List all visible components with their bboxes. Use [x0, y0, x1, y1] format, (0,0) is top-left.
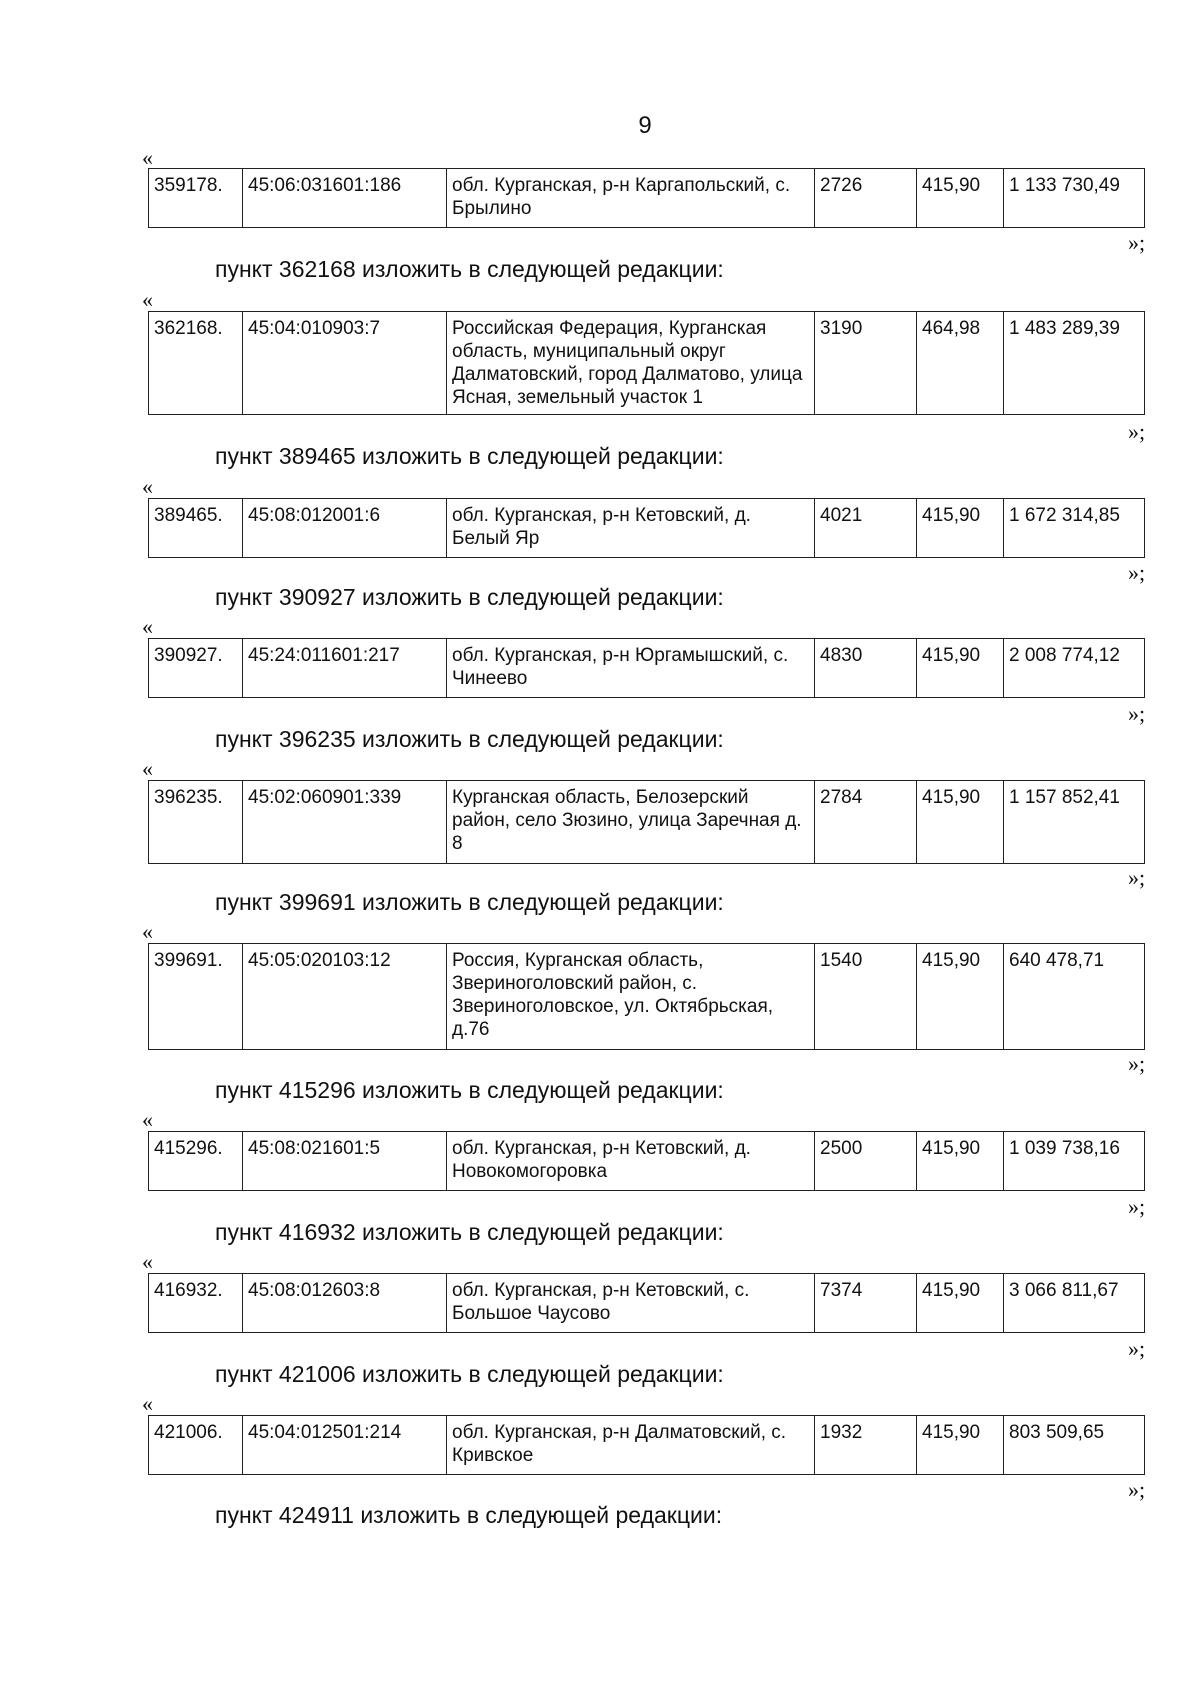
- entry-table: [148, 1131, 1145, 1191]
- rate: 415,90: [917, 499, 1004, 558]
- cadastral-number: 45:06:031601:186: [243, 169, 447, 228]
- closing-quote: »;: [1128, 865, 1146, 890]
- entry-number: 362168.: [149, 312, 243, 415]
- area: 4830: [815, 639, 917, 698]
- address: обл. Курганская, р-н Кетовский, д. Новокомогоровка: [447, 1132, 815, 1191]
- opening-quote: «: [142, 919, 153, 944]
- cadastral-value: 1 133 730,49: [1004, 169, 1145, 228]
- cadastral-number: 45:04:012501:214: [243, 1416, 447, 1475]
- opening-quote: «: [142, 474, 153, 499]
- area: 7374: [815, 1274, 917, 1333]
- closing-quote: »;: [1128, 1336, 1146, 1361]
- address: Россия, Курганская область, Звериноголовский район, с. Звериноголовское, ул. Октябрьская, д.76: [447, 944, 815, 1050]
- table-row: [149, 169, 1145, 228]
- opening-quote: «: [142, 614, 153, 639]
- table-row: [149, 944, 1145, 1050]
- cadastral-value: 1 483 289,39: [1004, 312, 1145, 415]
- address: обл. Курганская, р-н Каргапольский, с. Брылино: [447, 169, 815, 228]
- entry-table: [148, 1415, 1145, 1475]
- rate: 464,98: [917, 312, 1004, 415]
- cadastral-number: 45:05:020103:12: [243, 944, 447, 1050]
- instruction-text: пункт 396235 изложить в следующей редакции:: [215, 726, 724, 752]
- area: 1540: [815, 944, 917, 1050]
- area: 3190: [815, 312, 917, 415]
- entry-number: 399691.: [149, 944, 243, 1050]
- entry-table: [148, 1273, 1145, 1333]
- cadastral-number: 45:08:012603:8: [243, 1274, 447, 1333]
- rate: 415,90: [917, 639, 1004, 698]
- entry-table: [148, 638, 1145, 698]
- address: обл. Курганская, р-н Кетовский, с. Большое Чаусово: [447, 1274, 815, 1333]
- cadastral-number: 45:02:060901:339: [243, 781, 447, 864]
- closing-quote: »;: [1128, 230, 1146, 255]
- table-row: [149, 781, 1145, 864]
- opening-quote: «: [142, 1249, 153, 1274]
- entry-table: [148, 311, 1145, 415]
- entry-table: [148, 168, 1145, 228]
- address: Российская Федерация, Курганская область, муниципальный округ Далматовский, город Далматово, улица Ясная, земельный участок 1: [447, 312, 815, 415]
- closing-quote: »;: [1128, 419, 1146, 444]
- address: обл. Курганская, р-н Юргамышский, с. Чинеево: [447, 639, 815, 698]
- rate: 415,90: [917, 1132, 1004, 1191]
- entry-number: 389465.: [149, 499, 243, 558]
- rate: 415,90: [917, 169, 1004, 228]
- cadastral-value: 3 066 811,67: [1004, 1274, 1145, 1333]
- rate: 415,90: [917, 944, 1004, 1050]
- address: обл. Курганская, р-н Далматовский, с. Кривское: [447, 1416, 815, 1475]
- cadastral-number: 45:08:021601:5: [243, 1132, 447, 1191]
- area: 2784: [815, 781, 917, 864]
- closing-quote: »;: [1128, 1051, 1146, 1076]
- entry-table: [148, 943, 1145, 1050]
- cadastral-value: 803 509,65: [1004, 1416, 1145, 1475]
- instruction-text: пункт 416932 изложить в следующей редакции:: [215, 1219, 724, 1245]
- closing-quote: »;: [1128, 1477, 1146, 1502]
- area: 2726: [815, 169, 917, 228]
- closing-quote: »;: [1128, 560, 1146, 585]
- table-row: [149, 1416, 1145, 1475]
- cadastral-number: 45:08:012001:6: [243, 499, 447, 558]
- page-number: 9: [638, 112, 652, 139]
- area: 2500: [815, 1132, 917, 1191]
- instruction-text: пункт 415296 изложить в следующей редакции:: [215, 1077, 724, 1103]
- cadastral-value: 1 672 314,85: [1004, 499, 1145, 558]
- area: 4021: [815, 499, 917, 558]
- opening-quote: «: [142, 756, 153, 781]
- table-row: [149, 312, 1145, 415]
- cadastral-number: 45:04:010903:7: [243, 312, 447, 415]
- entry-number: 421006.: [149, 1416, 243, 1475]
- entry-number: 416932.: [149, 1274, 243, 1333]
- opening-quote: «: [142, 287, 153, 312]
- entry-table: [148, 780, 1145, 864]
- rate: 415,90: [917, 1274, 1004, 1333]
- closing-quote: »;: [1128, 1194, 1146, 1219]
- rate: 415,90: [917, 1416, 1004, 1475]
- entry-number: 396235.: [149, 781, 243, 864]
- instruction-text: пункт 389465 изложить в следующей редакции:: [215, 443, 724, 469]
- table-row: [149, 499, 1145, 558]
- opening-quote: «: [142, 1391, 153, 1416]
- cadastral-value: 2 008 774,12: [1004, 639, 1145, 698]
- instruction-text: пункт 362168 изложить в следующей редакции:: [215, 256, 724, 282]
- cadastral-number: 45:24:011601:217: [243, 639, 447, 698]
- entry-number: 359178.: [149, 169, 243, 228]
- instruction-text: пункт 390927 изложить в следующей редакции:: [215, 584, 724, 610]
- instruction-text: пункт 421006 изложить в следующей редакции:: [215, 1361, 724, 1387]
- entry-number: 415296.: [149, 1132, 243, 1191]
- cadastral-value: 1 039 738,16: [1004, 1132, 1145, 1191]
- area: 1932: [815, 1416, 917, 1475]
- entry-table: [148, 498, 1145, 558]
- opening-quote: «: [142, 1107, 153, 1132]
- address: обл. Курганская, р-н Кетовский, д. Белый Яр: [447, 499, 815, 558]
- rate: 415,90: [917, 781, 1004, 864]
- entry-number: 390927.: [149, 639, 243, 698]
- cadastral-value: 640 478,71: [1004, 944, 1145, 1050]
- table-row: [149, 1132, 1145, 1191]
- instruction-text: пункт 424911 изложить в следующей редакции:: [215, 1502, 723, 1528]
- table-row: [149, 1274, 1145, 1333]
- address: Курганская область, Белозерский район, село Зюзино, улица Заречная д. 8: [447, 781, 815, 864]
- table-row: [149, 639, 1145, 698]
- cadastral-value: 1 157 852,41: [1004, 781, 1145, 864]
- opening-quote: «: [142, 145, 153, 170]
- instruction-text: пункт 399691 изложить в следующей редакции:: [215, 889, 724, 915]
- closing-quote: »;: [1128, 701, 1146, 726]
